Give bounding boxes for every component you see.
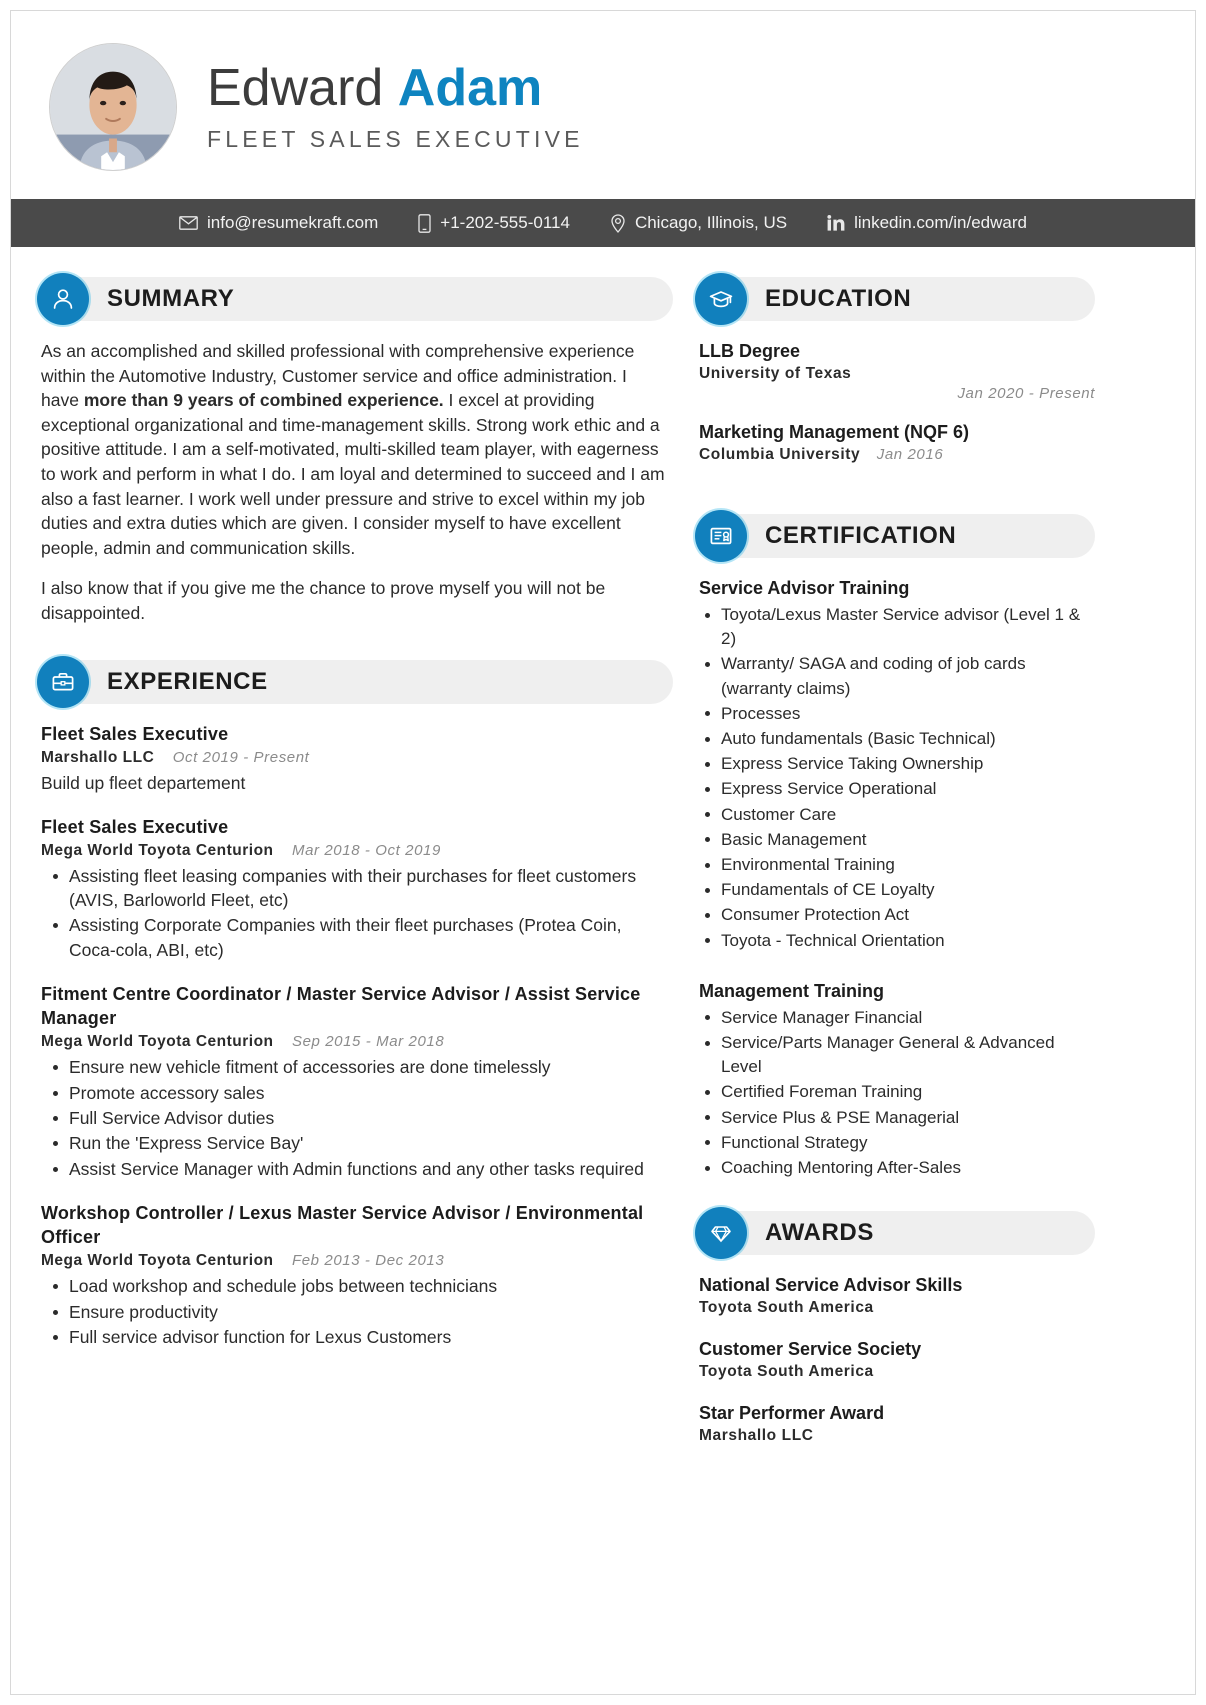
list-item: Consumer Protection Act — [695, 903, 1095, 927]
experience-description: Build up fleet departement — [41, 772, 246, 793]
list-item: Ensure productivity — [41, 1300, 669, 1324]
experience-entry — [41, 722, 669, 795]
page-title — [207, 61, 584, 116]
experience-org: Marshallo LLC — [41, 748, 155, 766]
list-item: Toyota - Technical Orientation — [695, 929, 1095, 953]
graduation-cap-icon — [695, 273, 747, 325]
experience-title: Fleet Sales Executive — [41, 816, 229, 837]
section-header-certification — [695, 510, 1095, 562]
list-item: Express Service Taking Ownership — [695, 752, 1095, 776]
summary-paragraph-1 — [41, 339, 669, 560]
certification-group-title: Management Training — [699, 980, 885, 1001]
contact-linkedin[interactable] — [827, 213, 1027, 233]
list-item: Ensure new vehicle fitment of accessories are done timelessly — [41, 1055, 669, 1079]
list-item: Full service advisor function for Lexus Customers — [41, 1325, 669, 1349]
envelope-icon — [179, 216, 198, 230]
award-name: Customer Service Society — [699, 1339, 922, 1360]
award-name: National Service Advisor Skills — [699, 1275, 963, 1296]
education-entry — [695, 420, 1095, 466]
award-org: Toyota South America — [699, 1363, 874, 1381]
list-item: Load workshop and schedule jobs between technicians — [41, 1274, 669, 1298]
list-item: Warranty/ SAGA and coding of job cards (warranty claims) — [695, 652, 1095, 700]
contact-email-text: info@resumekraft.com — [207, 213, 379, 232]
experience-title: Workshop Controller / Lexus Master Service Advisor / Environmental Officer — [41, 1203, 644, 1248]
certification-group-items — [695, 603, 1095, 953]
list-item: Service Manager Financial — [695, 1006, 1095, 1030]
spacer — [695, 1181, 1095, 1207]
summary-paragraph-2: I also know that if you give me the chance to prove myself you will not be disappointed. — [41, 578, 606, 623]
experience-meta — [41, 1031, 669, 1053]
certificate-icon — [695, 510, 747, 562]
experience-bullets — [41, 1055, 669, 1181]
contact-phone[interactable] — [418, 213, 570, 233]
summary-p1-tail: I excel at providing exceptional organizational and time-management skills. Strong work ethic and a positive attitude. I am a self-motivated, multi-skilled team player, with eagerness to work and perform in what I do. I am loyal and determined to succeed and I am also a fast learner. I work well under pressure and strive to excel within my job duties and extra duties which are given. I consider myself to have excellent people, admin and communication skills. — [41, 390, 665, 558]
user-icon — [37, 273, 89, 325]
diamond-icon — [695, 1207, 747, 1259]
list-item: Coaching Mentoring After-Sales — [695, 1156, 1095, 1180]
award-org: Toyota South America — [699, 1299, 874, 1317]
contact-phone-text: +1-202-555-0114 — [440, 213, 570, 232]
list-item: Certified Foreman Training — [695, 1080, 1095, 1104]
contact-location[interactable] — [610, 213, 787, 233]
awards-list — [695, 1273, 1095, 1447]
list-item: Environmental Training — [695, 853, 1095, 877]
experience-title: Fleet Sales Executive — [41, 723, 229, 744]
name-block — [207, 61, 584, 153]
award-name: Star Performer Award — [699, 1403, 885, 1424]
spacer — [695, 484, 1095, 510]
award-entry — [695, 1401, 1095, 1447]
list-item: Full Service Advisor duties — [41, 1106, 669, 1130]
education-degree: LLB Degree — [699, 341, 801, 361]
award-entry — [695, 1337, 1095, 1383]
summary-p1-lead: As an accomplished and skilled professional with comprehensive experience within the Automotive Industry, Customer service and office administration. I have — [41, 341, 635, 411]
first-name: Edward — [207, 59, 384, 118]
experience-entry — [41, 982, 669, 1181]
experience-entry — [41, 1201, 669, 1349]
list-item: Auto fundamentals (Basic Technical) — [695, 727, 1095, 751]
education-school: University of Texas — [699, 365, 852, 382]
list-item: Basic Management — [695, 828, 1095, 852]
certification-list — [695, 576, 1095, 1180]
education-school: Columbia University — [699, 446, 861, 463]
experience-list — [37, 722, 673, 1350]
resume-sheet — [10, 10, 1196, 1695]
list-item: Assist Service Manager with Admin functions and any other tasks required — [41, 1157, 669, 1181]
contact-email[interactable] — [179, 213, 378, 233]
experience-meta — [41, 840, 669, 862]
education-meta — [699, 444, 1095, 466]
mobile-phone-icon — [418, 214, 431, 233]
section-title-summary: SUMMARY — [107, 285, 235, 312]
list-item: Customer Care — [695, 803, 1095, 827]
section-title-experience: EXPERIENCE — [107, 667, 268, 695]
section-header-education — [695, 273, 1095, 325]
summary-p1-bold: more than 9 years of combined experience. — [83, 390, 444, 411]
experience-meta — [41, 747, 669, 769]
list-item: Assisting Corporate Companies with their fleet purchases (Protea Coin, Coca-cola, ABI, etc) — [41, 913, 669, 962]
profile-photo-illustration — [50, 44, 176, 170]
avatar — [49, 43, 177, 171]
map-pin-icon — [610, 214, 626, 233]
section-header-awards — [695, 1207, 1095, 1259]
experience-date: Sep 2015 - Mar 2018 — [291, 1033, 445, 1051]
list-item: Service Plus & PSE Managerial — [695, 1106, 1095, 1130]
section-title-awards: AWARDS — [765, 1219, 874, 1247]
last-name: Adam — [397, 59, 543, 118]
left-column — [37, 273, 673, 1465]
experience-bullets — [41, 864, 669, 963]
experience-date: Feb 2013 - Dec 2013 — [291, 1252, 445, 1270]
right-column — [695, 273, 1095, 1465]
list-item: Run the 'Express Service Bay' — [41, 1131, 669, 1155]
list-item: Service/Parts Manager General & Advanced Level — [695, 1031, 1095, 1079]
experience-date: Mar 2018 - Oct 2019 — [291, 841, 441, 859]
education-list — [695, 339, 1095, 466]
linkedin-icon — [827, 215, 845, 232]
summary-body — [37, 339, 673, 626]
section-title-education: EDUCATION — [765, 285, 912, 312]
certification-group-title: Service Advisor Training — [699, 578, 910, 598]
list-item: Promote accessory sales — [41, 1081, 669, 1105]
experience-title: Fitment Centre Coordinator / Master Service Advisor / Assist Service Manager — [41, 984, 641, 1029]
list-item: Assisting fleet leasing companies with their purchases for fleet customers (AVIS, Barloworld Fleet, etc) — [41, 864, 669, 913]
contact-linkedin-text: linkedin.com/in/edward — [854, 213, 1027, 232]
spacer — [37, 642, 673, 656]
education-date: Jan 2016 — [876, 446, 944, 463]
education-degree: Marketing Management (NQF 6) — [699, 422, 970, 442]
list-item: Express Service Operational — [695, 777, 1095, 801]
contact-location-text: Chicago, Illinois, US — [634, 213, 788, 232]
resume-header — [11, 11, 1195, 199]
experience-entry — [41, 815, 669, 963]
experience-org: Mega World Toyota Centurion — [41, 841, 274, 859]
section-title-certification: CERTIFICATION — [765, 522, 957, 549]
award-entry — [695, 1273, 1095, 1319]
education-date: Jan 2020 - Present — [957, 385, 1095, 402]
section-header-summary — [37, 273, 673, 325]
briefcase-icon — [37, 656, 89, 708]
certification-group-items — [695, 1006, 1095, 1180]
award-org: Marshallo LLC — [699, 1427, 814, 1445]
list-item: Fundamentals of CE Loyalty — [695, 878, 1095, 902]
job-title: FLEET SALES EXECUTIVE — [207, 125, 584, 152]
education-entry — [695, 339, 1095, 402]
list-item: Toyota/Lexus Master Service advisor (Level 1 & 2) — [695, 603, 1095, 651]
experience-org: Mega World Toyota Centurion — [41, 1252, 274, 1270]
list-item: Functional Strategy — [695, 1131, 1095, 1155]
section-header-experience — [37, 656, 673, 708]
contact-bar — [11, 199, 1195, 247]
list-item: Processes — [695, 702, 1095, 726]
experience-meta — [41, 1250, 669, 1272]
experience-date: Oct 2019 - Present — [172, 748, 310, 766]
experience-bullets — [41, 1274, 669, 1349]
experience-org: Mega World Toyota Centurion — [41, 1033, 274, 1051]
resume-body — [11, 247, 1195, 1465]
